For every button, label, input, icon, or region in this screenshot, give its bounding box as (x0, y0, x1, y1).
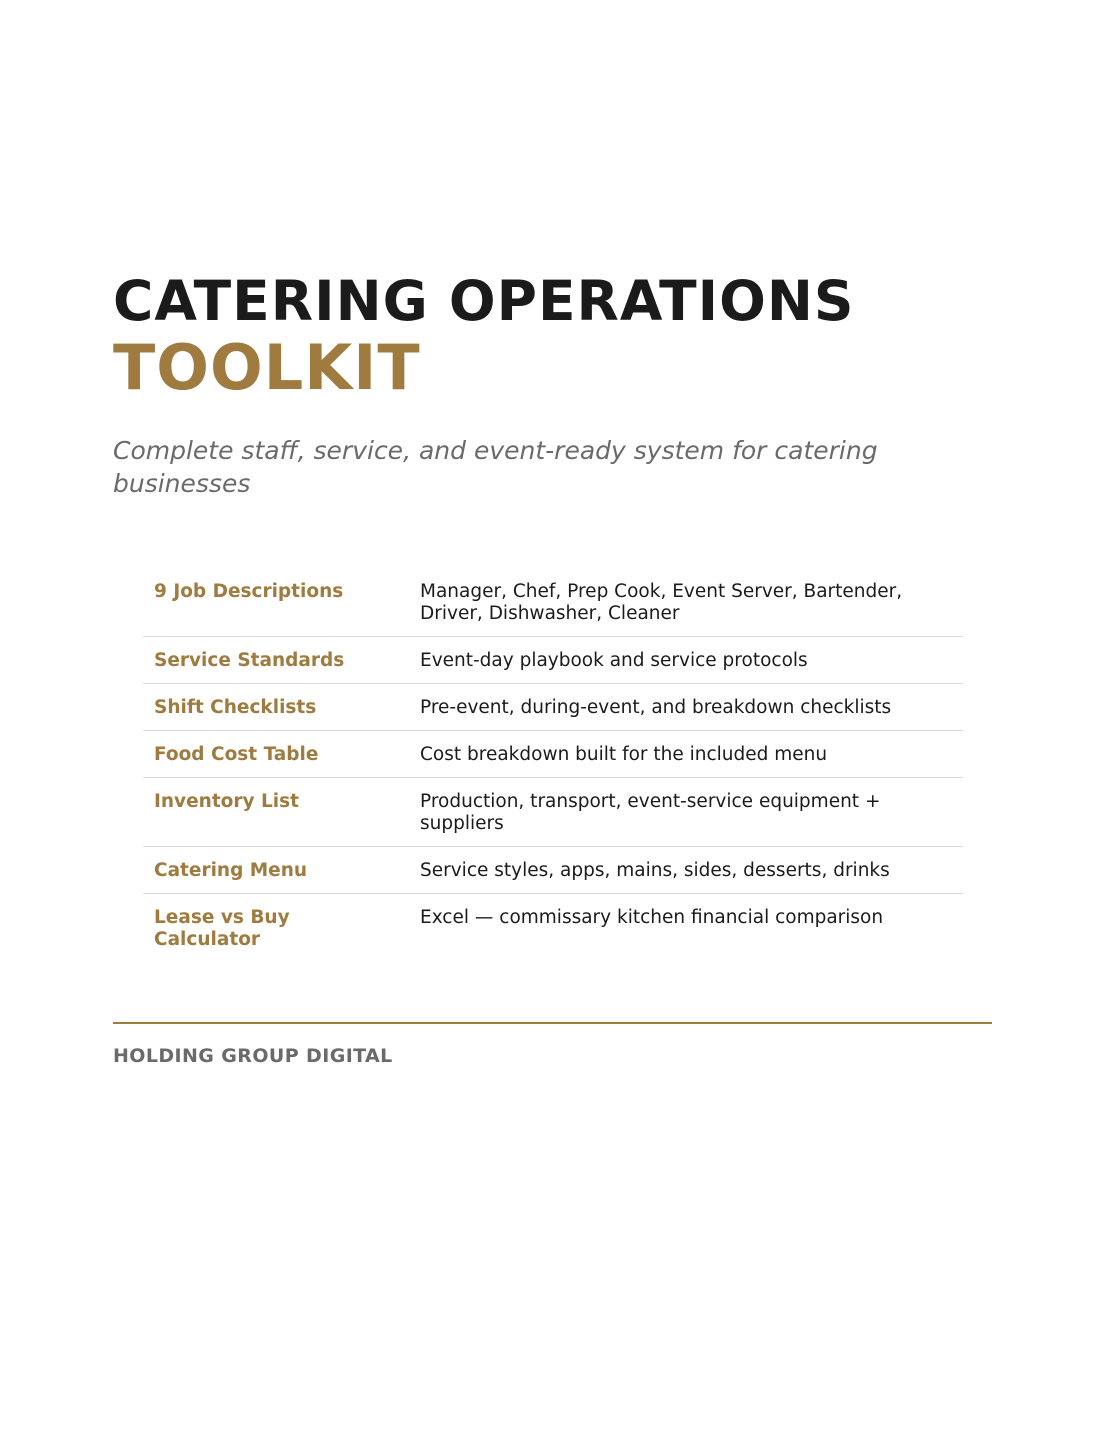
feature-row (143, 847, 963, 894)
feature-row (143, 568, 963, 637)
feature-row (143, 778, 963, 847)
feature-description: Excel — commissary kitchen financial comparison (420, 907, 884, 928)
cover-content (113, 270, 993, 962)
feature-row (143, 637, 963, 684)
feature-name: Shift Checklists (143, 684, 409, 731)
feature-name: Lease vs Buy Calculator (154, 907, 290, 950)
feature-name: Service Standards (143, 637, 409, 684)
title-line-1: CATERING OPERATIONS (113, 269, 855, 333)
feature-name: 9 Job Descriptions (143, 568, 409, 637)
subtitle: Complete staff, service, and event-ready system for catering businesses (113, 436, 878, 498)
feature-name: Inventory List (143, 778, 409, 847)
feature-row (143, 731, 963, 778)
feature-row (143, 684, 963, 731)
title-line-2: TOOLKIT (113, 331, 421, 404)
feature-name: Food Cost Table (143, 731, 409, 778)
feature-description: Pre-event, during-event, and breakdown checklists (409, 684, 963, 731)
feature-name: Catering Menu (143, 847, 409, 894)
feature-description: Manager, Chef, Prep Cook, Event Server, Bartender, Driver, Dishwasher, Cleaner (409, 568, 963, 637)
features-table (143, 568, 963, 962)
feature-description: Event-day playbook and service protocols (409, 637, 963, 684)
feature-description: Cost breakdown built for the included menu (409, 731, 963, 778)
feature-row (143, 894, 963, 963)
publisher-name: HOLDING GROUP DIGITAL (113, 1045, 393, 1067)
footer-divider (113, 1022, 992, 1024)
feature-description: Service styles, apps, mains, sides, desserts, drinks (409, 847, 963, 894)
feature-description: Production, transport, event-service equipment + suppliers (409, 778, 963, 847)
